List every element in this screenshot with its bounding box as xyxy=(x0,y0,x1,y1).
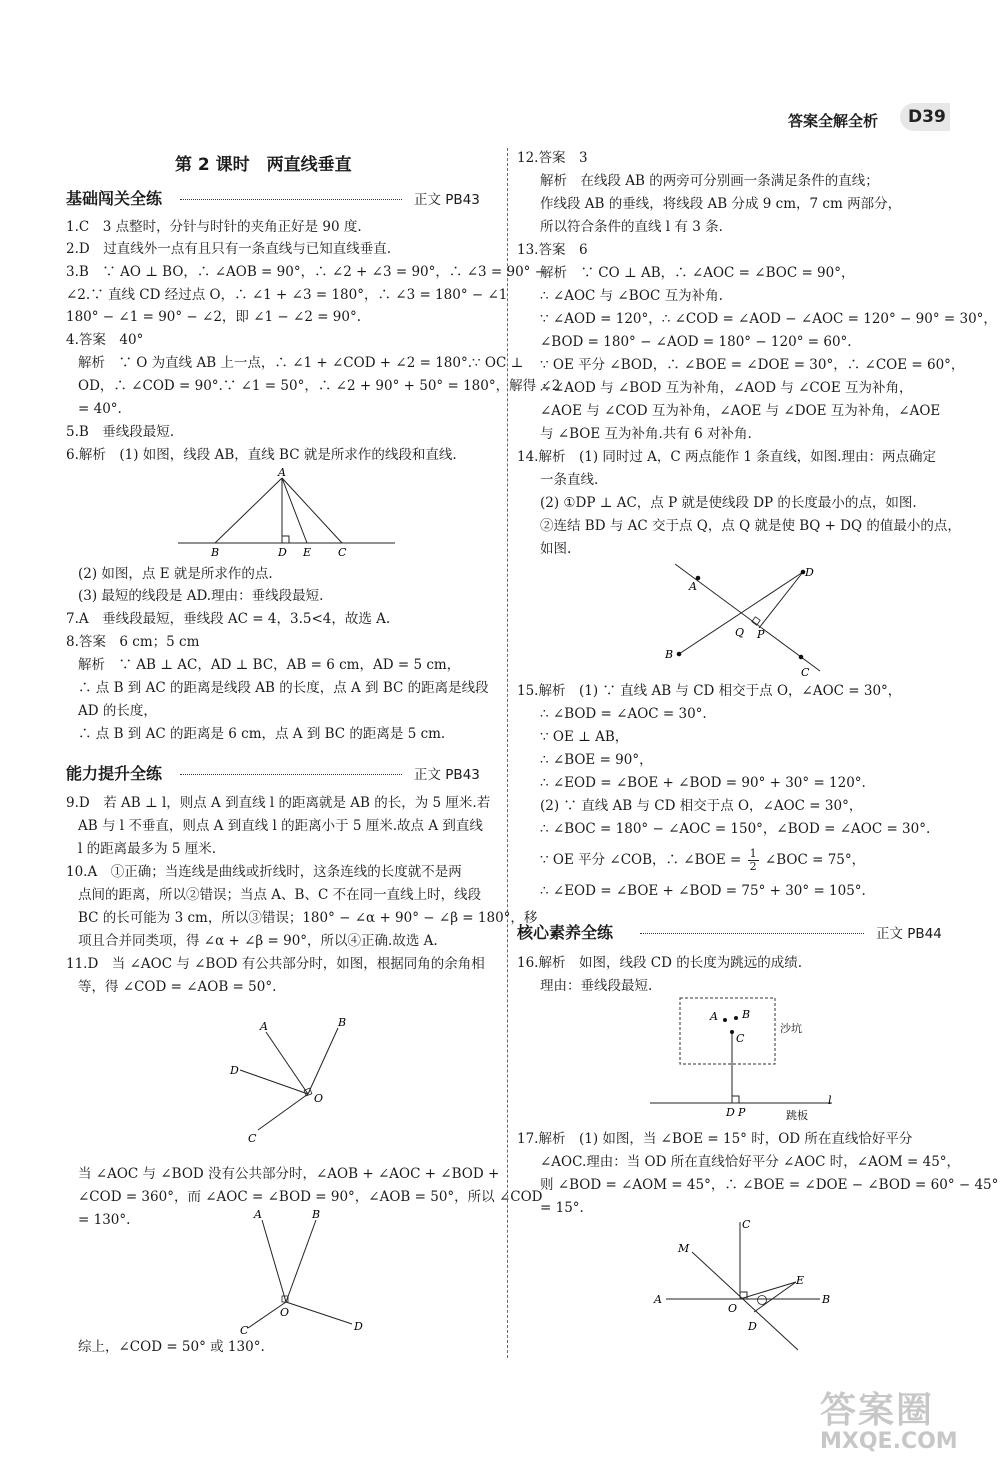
svg-text:D: D xyxy=(726,1106,735,1119)
q5-text: 5.B 垂线段最短. xyxy=(66,424,175,440)
q13-line2: ∴ ∠AOC 与 ∠BOC 互为补角. xyxy=(540,288,723,304)
svg-text:A: A xyxy=(689,580,697,593)
svg-text:E: E xyxy=(796,1274,805,1287)
svg-text:P: P xyxy=(757,628,765,641)
watermark-site: MXQE.COM xyxy=(820,1429,958,1454)
q13-line8: 与 ∠BOE 互为补角.共有 6 对补角. xyxy=(540,426,752,442)
q15-line5: ∴ ∠EOD = ∠BOE + ∠BOD = 90° + 30° = 120°. xyxy=(540,775,866,791)
section-advance-title: 能力提升全练 xyxy=(66,764,163,783)
svg-text:C: C xyxy=(338,546,347,559)
q14-line3: (2) ①DP ⊥ AC，点 P 就是使线段 DP 的长度最小的点，如图. xyxy=(540,495,917,511)
q4-answer: 4.答案 40° xyxy=(66,332,144,348)
section-basic-ref: 正文 PB43 xyxy=(414,192,480,208)
svg-text:M: M xyxy=(678,1242,690,1255)
svg-text:C: C xyxy=(248,1132,257,1145)
q11-conclusion: 综上，∠COD = 50° 或 130°. xyxy=(78,1339,265,1355)
svg-text:l: l xyxy=(828,1094,832,1107)
q15-line7: ∴ ∠BOC = 180° − ∠AOC = 150°，∠BOD = ∠AOC = 30°. xyxy=(540,821,931,837)
q9-line3: l 的距离最多为 5 厘米. xyxy=(78,841,217,857)
q16-line2: 理由：垂线段最短. xyxy=(540,978,653,994)
q13-line3: ∵ ∠AOD = 120°，∴ ∠COD = ∠AOD − ∠AOC = 120° − 90° = 30°， xyxy=(540,311,997,327)
q3-line1: 3.B ∵ AO ⊥ BO，∴ ∠AOB = 90°，∴ ∠2 + ∠3 = 90°，∴ ∠3 = 90° − xyxy=(66,264,547,280)
q17-line3: 则 ∠BOD = ∠AOM = 45°，∴ ∠BOE = ∠DOE − ∠BOD = 60° − 45° xyxy=(540,1177,999,1193)
q13-line5: ∵ OE 平分 ∠BOD，∴ ∠BOE = ∠DOE = 30°，∴ ∠COE = 60°， xyxy=(540,357,965,373)
q16-line1: 16.解析 如图，线段 CD 的长度为跳远的成绩. xyxy=(517,955,802,971)
q6-line3: (3) 最短的线段是 AD.理由：垂线段最短. xyxy=(78,588,324,604)
q11-line1: 11.D 当 ∠AOC 与 ∠BOD 有公共部分时，如图，根据同角的余角相 xyxy=(66,956,485,972)
q15-line4: ∴ ∠BOE = 90°， xyxy=(540,752,653,768)
svg-text:C: C xyxy=(801,666,810,679)
q17-figure xyxy=(650,1216,840,1356)
q13-line6: ∴ ∠AOD 与 ∠BOD 互为补角，∠AOD 与 ∠COE 互为补角， xyxy=(540,380,913,396)
q15-line1: 15.解析 (1) ∵ 直线 AB 与 CD 相交于点 O，∠AOC = 30°， xyxy=(517,683,902,699)
svg-text:B: B xyxy=(211,546,220,559)
q11-line5: = 130°. xyxy=(78,1212,131,1228)
svg-text:A: A xyxy=(254,1208,262,1221)
q9-line2: AB 与 l 不垂直，则点 A 到直线 l 的距离小于 5 厘米.故点 A 到直线 xyxy=(78,818,483,834)
q14-line5: 如图. xyxy=(540,541,572,557)
svg-text:B: B xyxy=(822,1293,831,1306)
svg-text:D: D xyxy=(805,566,814,579)
q11-line4: ∠COD = 360°，而 ∠AOC = ∠BOD = 90°，∠AOB = 50°，所以 ∠COD xyxy=(78,1189,543,1205)
q9-line1: 9.D 若 AB ⊥ l，则点 A 到直线 l 的距离就是 AB 的长，为 5 厘米.若 xyxy=(66,795,491,811)
q3-line2: ∠2.∵ 直线 CD 经过点 O，∴ ∠1 + ∠3 = 180°，∴ ∠3 = 180° − ∠1 xyxy=(66,287,508,303)
svg-text:C: C xyxy=(736,1032,745,1045)
svg-text:C: C xyxy=(240,1324,249,1336)
q8-answer: 8.答案 6 cm；5 cm xyxy=(66,634,200,650)
q3-line3: 180° − ∠1 = 90° − ∠2，即 ∠1 − ∠2 = 90°. xyxy=(66,309,362,325)
section-advance-ref: 正文 PB43 xyxy=(414,767,480,783)
svg-text:A: A xyxy=(710,1010,718,1023)
q10-line4: 项且合并同类项，得 ∠α + ∠β = 90°，所以④正确.故选 A. xyxy=(78,933,438,949)
q1-text: 1.C 3 点整时，分针与时针的夹角正好是 90 度. xyxy=(66,219,362,235)
q15-line6: (2) ∵ 直线 AB 与 CD 相交于点 O，∠AOC = 30°， xyxy=(540,798,863,814)
section-core-title: 核心素养全练 xyxy=(517,923,614,942)
svg-text:B: B xyxy=(312,1208,321,1221)
q14-line2: 一条直线. xyxy=(540,472,599,488)
svg-text:C: C xyxy=(742,1218,751,1231)
q6-figure xyxy=(170,466,400,562)
svg-text:A: A xyxy=(260,1020,268,1033)
q11-figure-2 xyxy=(240,1206,380,1336)
q11-line3: 当 ∠AOC 与 ∠BOD 没有公共部分时，∠AOB + ∠AOC + ∠BOD + xyxy=(78,1166,500,1182)
q11-line2: 等，得 ∠COD = ∠AOB = 50°. xyxy=(78,979,277,995)
svg-text:E: E xyxy=(303,546,312,559)
q14-figure xyxy=(665,556,835,682)
q15-line3: ∵ OE ⊥ AB， xyxy=(540,729,629,745)
svg-text:B: B xyxy=(742,1008,751,1021)
q17-line2: ∠AOC.理由：当 OD 所在直线恰好平分 ∠AOC 时，∠AOM = 45°， xyxy=(540,1154,961,1170)
q12-line1: 解析 在线段 AB 的两旁可分别画一条满足条件的直线； xyxy=(540,173,879,189)
svg-text:O: O xyxy=(280,1306,290,1319)
page-badge xyxy=(900,103,950,131)
q10-line1: 10.A ①正确；当连线是曲线或折线时，这条连线的长度就不是两 xyxy=(66,864,462,880)
svg-text:A: A xyxy=(278,466,286,479)
board-label: 跳板 xyxy=(786,1109,808,1122)
q15-line8 xyxy=(540,848,865,873)
section-basic-leader xyxy=(180,199,402,200)
svg-text:O: O xyxy=(314,1092,324,1105)
q6-line1: 6.解析 (1) 如图，线段 AB，直线 BC 就是所求作的线段和直线. xyxy=(66,447,457,463)
q4-line2: OD，∴ ∠COD = 90°.∵ ∠1 = 50°，∴ ∠2 + 90° + 50° = 180°，解得 ∠2 xyxy=(78,378,561,394)
svg-text:P: P xyxy=(738,1106,746,1119)
lesson-title: 第 2 课时 两直线垂直 xyxy=(175,155,352,175)
q14-line1: 14.解析 (1) 同时过 A，C 两点能作 1 条直线，如图.理由：两点确定 xyxy=(517,449,937,465)
section-core-leader xyxy=(640,933,864,934)
q10-line3: BC 的长可能为 3 cm，所以③错误；180° − ∠α + 90° − ∠β = 180°，移 xyxy=(78,910,538,926)
section-advance-leader xyxy=(180,774,402,775)
fraction-numerator: 1 xyxy=(749,847,757,860)
svg-text:B: B xyxy=(665,648,674,661)
q15-line8-end: ∠BOC = 75°， xyxy=(764,852,866,868)
q14-line4: ②连结 BD 与 AC 交于点 Q，点 Q 就是使 BQ + DQ 的值最小的点， xyxy=(540,518,961,534)
q4-line1: 解析 ∵ O 为直线 AB 上一点，∴ ∠1 + ∠COD + ∠2 = 180°.∵ OC ⊥ xyxy=(78,355,524,371)
q16-figure xyxy=(650,994,840,1122)
svg-text:D: D xyxy=(354,1320,363,1333)
q4-line3: = 40°. xyxy=(78,401,122,417)
watermark-brand: 答案圈 xyxy=(820,1390,935,1431)
svg-text:D: D xyxy=(748,1320,757,1333)
svg-text:Q: Q xyxy=(735,626,745,639)
q15-line8-start: ∵ OE 平分 ∠COB，∴ ∠BOE = xyxy=(540,852,742,868)
section-core-ref: 正文 PB44 xyxy=(876,926,942,942)
q8-line3: AD 的长度， xyxy=(78,703,157,719)
q17-line1: 17.解析 (1) 如图，当 ∠BOE = 15° 时，OD 所在直线恰好平分 xyxy=(517,1131,913,1147)
q13-line7: ∠AOE 与 ∠COD 互为补角，∠AOE 与 ∠DOE 互为补角，∠AOE xyxy=(540,403,941,419)
svg-text:D: D xyxy=(230,1064,239,1077)
section-basic-title: 基础闯关全练 xyxy=(66,189,163,208)
sandpit-label: 沙坑 xyxy=(780,1022,802,1035)
column-divider xyxy=(507,148,508,1358)
q2-text: 2.D 过直线外一点有且只有一条直线与已知直线垂直. xyxy=(66,241,391,257)
q11-figure-1 xyxy=(222,1018,362,1148)
running-title: 答案全解全析 xyxy=(788,112,879,130)
q8-line1: 解析 ∵ AB ⊥ AC，AD ⊥ BC，AB = 6 cm，AD = 5 cm， xyxy=(78,657,461,673)
watermark-logo xyxy=(820,1382,990,1462)
svg-text:O: O xyxy=(728,1302,738,1315)
q8-line2: ∴ 点 B 到 AC 的距离是线段 AB 的长度，点 A 到 BC 的距离是线段 xyxy=(78,680,489,696)
q13-line4: ∠BOD = 180° − ∠AOD = 180° − 120° = 60°. xyxy=(540,334,852,350)
q6-line2: (2) 如图，点 E 就是所求作的点. xyxy=(78,566,273,582)
svg-text:D: D xyxy=(278,546,287,559)
q10-line2: 点间的距离，所以②错误；当点 A、B、C 不在同一直线上时，线段 xyxy=(78,887,482,903)
q7-text: 7.A 垂线段最短，垂线段 AC = 4，3.5<4，故选 A. xyxy=(66,611,391,627)
fraction-denominator: 2 xyxy=(749,860,757,873)
q8-line4: ∴ 点 B 到 AC 的距离是 6 cm，点 A 到 BC 的距离是 5 cm. xyxy=(78,726,446,742)
q15-line9: ∴ ∠EOD = ∠BOE + ∠BOD = 75° + 30° = 105°. xyxy=(540,883,866,899)
half-fraction xyxy=(748,848,759,873)
q12-line3: 所以符合条件的直线 l 有 3 条. xyxy=(540,219,723,235)
q13-answer: 13.答案 6 xyxy=(517,242,588,258)
q13-line1: 解析 ∵ CO ⊥ AB，∴ ∠AOC = ∠BOC = 90°， xyxy=(540,265,855,281)
q15-line2: ∴ ∠BOD = ∠AOC = 30°. xyxy=(540,706,707,722)
svg-text:B: B xyxy=(338,1018,347,1029)
q12-line2: 作线段 AB 的垂线，将线段 AB 分成 9 cm，7 cm 两部分， xyxy=(540,196,902,212)
svg-text:A: A xyxy=(654,1293,662,1306)
q17-line4: = 15°. xyxy=(540,1200,584,1216)
page-number: D39 xyxy=(908,107,946,127)
q12-answer: 12.答案 3 xyxy=(517,150,588,166)
